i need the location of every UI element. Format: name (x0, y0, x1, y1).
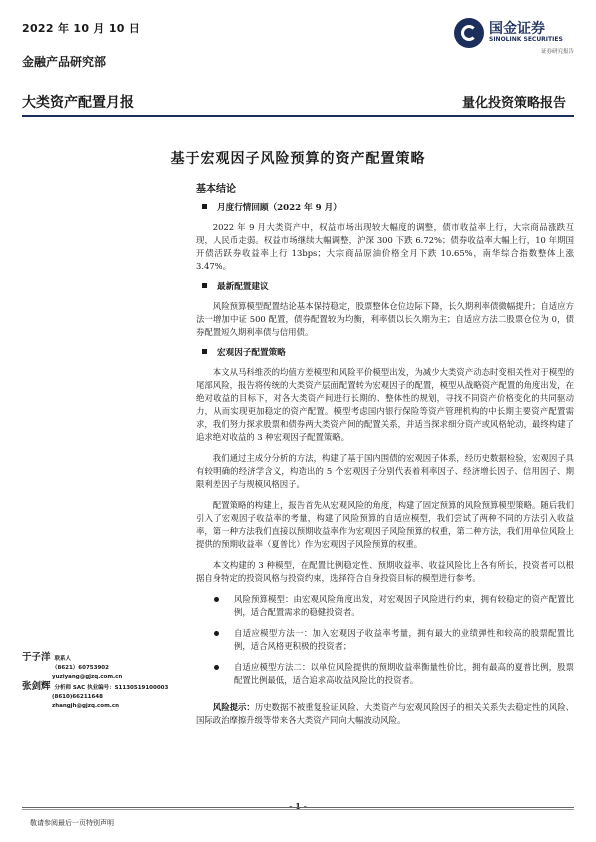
department: 金融产品研究部 (22, 55, 107, 69)
footer-divider (22, 809, 574, 810)
company-logo (454, 16, 574, 56)
risk-label: 风险提示： (212, 702, 255, 712)
paragraph: 配置策略的构建上，报告首先从宏观风险的角度，构建了固定预算的风险预算模型策略。随后我们引入了宏观因子收益率的考量，构建了风险预算的自适应模型，我们尝试了两种不同的方法引入收益率，第一种方法我们直接以预期收益率作为宏观因子风险预算的权重，第二种方法，我们用单位风险上提供的预期收益率（夏普比）作为宏观因子风险预算的权重。 (196, 500, 574, 549)
list-item: 风险预算模型：由宏观风险角度出发，对宏观因子风险进行约束，拥有较稳定的资产配置比例，适合配置需求的稳健投资者。 (196, 593, 574, 619)
logo-name-en: SINOLINK SECURITIES (489, 36, 563, 43)
list-item: 自适应模型方法一：加入宏观因子收益率考量，拥有最大的业绩弹性和较高的股票配置比例，适合风格更积极的投资者； (196, 627, 574, 653)
logo-subtitle: 证券研究报告 (540, 49, 574, 55)
analyst-email[interactable]: zhangjh@gjzq.com.cn (52, 703, 120, 709)
analyst-role: 联系人 (54, 656, 72, 662)
list-item: 自适应模型方法二：以单位风险提供的预期收益率衡量性价比，拥有最高的夏普比例，股票配置比例最低，适合追求高收益风险比的投资者。 (196, 661, 574, 687)
section-heading: 宏观因子配置策略 (196, 347, 574, 360)
footer-disclaimer: 敬请参阅最后一页特别声明 (30, 819, 114, 827)
logo-name-cn: 国金证券 (489, 21, 545, 37)
report-title: 基于宏观因子风险预算的资产配置策略 (170, 151, 426, 167)
paragraph: 本文构建的 3 种模型，在配置比例稳定性、预期收益率、收益风险比上各有所长，投资者可以根据自身特定的投资风格与投资约束，选择符合自身投资目标的模型进行参考。 (196, 560, 574, 583)
section-heading: 最新配置建议 (196, 281, 574, 294)
risk-text: 历史数据不被重复验证风险、大类资产与宏观风险因子的相关关系失去稳定性的风险、国际政治摩擦升级等带来各大类资产同向大幅波动风险。 (196, 702, 575, 725)
paragraph: 2022 年 9 月大类资产中，权益市场出现较大幅度的调整，债市收益率上行，大宗商品涨跌互现，人民币走弱。权益市场继续大幅调整，沪深 300 下跌 6.72%；债券收益率大幅上行，10 年期国开债活跃券收益率上行 13bps；大宗商品原油价格全月下跌 10.65%，南华综合指数整体上涨 3.47%。 (196, 222, 574, 271)
analyst-name: 于子洋 (22, 652, 51, 663)
analyst-phone: (8610)66211648 (52, 694, 103, 700)
conclusion-heading: 基本结论 (196, 184, 236, 195)
report-date: 2022 年 10 月 10 日 (22, 22, 141, 35)
analyst-name: 张剑辉 (22, 681, 51, 692)
square-bullet-icon (202, 204, 207, 209)
analyst-card (22, 674, 182, 711)
risk-warning (196, 701, 574, 727)
model-list (196, 593, 574, 687)
report-series: 大类资产配置月报 (22, 95, 134, 111)
analyst-role: 分析师 SAC 执业编号：S1130519100003 (54, 685, 169, 691)
analyst-phone: （8621）60753902 (52, 665, 109, 671)
header-divider (22, 115, 574, 117)
report-type: 量化投资策略报告 (461, 96, 566, 111)
logo-emblem-icon (454, 18, 484, 48)
paragraph: 本文从马科维茨的均值方差模型和风险平价模型出发，为减少大类资产动态时变相关性对于模型的尾部风险，报告将传统的大类资产层面配置转为宏观因子的配置，模型从战略资产配置的角度出发，在绝对收益的目标下，对各大类资产间进行长期的、整体性的规划，寻找不同资产价格变化的共同驱动力，从而实现更加稳定的资产配置。模型考虑国内银行保险等资产管理机构的中长期主要资产配置需求，我们努力探求股票和债券两大类资产间的配置关系，并适当探求细分资产或风格轮动，最终构建了追求绝对收益的 3 种宏观因子配置策略。 (196, 367, 574, 442)
section-heading: 月度行情回顾（2022 年 9 月） (196, 202, 574, 215)
footer-divider (22, 807, 574, 808)
paragraph: 风险预算模型配置结论基本保持稳定，股票整体仓位边际下降，长久期利率债微幅提升；自适应方法一增加中证 500 配置，债券配置较为均衡，利率债以长久期为主；自适应方法二股票仓位为 0，债券配置短久期利率债与信用债。 (196, 301, 574, 337)
square-bullet-icon (202, 349, 207, 354)
page-number: - 1 - (289, 801, 307, 811)
analyst-email[interactable]: yuziyang@gjzq.com.cn (52, 674, 123, 680)
square-bullet-icon (202, 283, 207, 288)
paragraph: 我们通过主成分分析的方法，构建了基于国内围债的宏观因子体系，经历史数据检验，宏观因子具有较明确的经济学含义，构造出的 5 个宏观因子分别代表着利率因子、经济增长因子、信用因子、期限利差因子与规模风格因子。 (196, 453, 574, 489)
main-content (196, 183, 574, 735)
